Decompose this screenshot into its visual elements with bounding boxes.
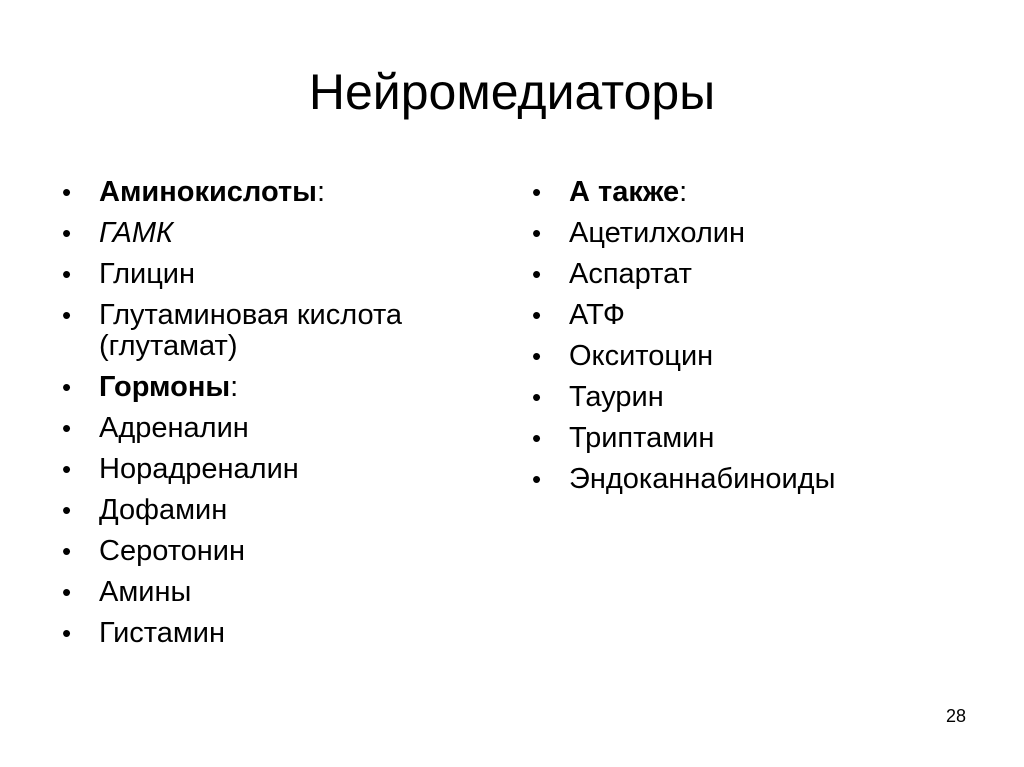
bullet-item: [62, 618, 502, 649]
bullet-dot-icon: •: [62, 300, 72, 330]
bullet-label: Аминокислоты: [99, 176, 317, 208]
bullet-item: [62, 536, 502, 567]
bullet-label: А также: [569, 176, 680, 208]
bullet-dot-icon: •: [532, 177, 542, 207]
bullet-label: Глицин: [99, 258, 196, 290]
bullet-item: [62, 577, 502, 608]
bullet-dot-icon: •: [62, 413, 72, 443]
bullet-label: Гормоны: [99, 371, 231, 403]
bullet-dot-icon: •: [532, 464, 542, 494]
bullet-item: [532, 341, 972, 372]
bullet-item: [532, 218, 972, 249]
bullet-label: Амины: [99, 576, 192, 608]
bullet-label: Серотонин: [99, 535, 246, 567]
bullet-label: Таурин: [569, 381, 664, 413]
bullet-item: [62, 218, 502, 249]
bullet-item: [62, 454, 502, 485]
bullet-dot-icon: •: [532, 423, 542, 453]
bullet-dot-icon: •: [62, 495, 72, 525]
bullet-suffix: :: [230, 371, 239, 403]
bullet-item: [62, 495, 502, 526]
bullet-dot-icon: •: [62, 618, 72, 648]
bullet-label: Аспартат: [569, 258, 692, 290]
bullet-label: Адреналин: [99, 412, 249, 444]
bullet-dot-icon: •: [532, 341, 542, 371]
right-bullet-list: [532, 177, 972, 505]
bullet-dot-icon: •: [62, 177, 72, 207]
bullet-item: [532, 177, 972, 208]
bullet-item: [532, 464, 972, 495]
bullet-dot-icon: •: [62, 577, 72, 607]
bullet-dot-icon: •: [62, 454, 72, 484]
bullet-label: АТФ: [569, 299, 625, 331]
bullet-item: [532, 382, 972, 413]
bullet-dot-icon: •: [62, 259, 72, 289]
bullet-suffix: :: [316, 176, 325, 208]
bullet-item: [62, 413, 502, 444]
bullet-label: Дофамин: [99, 494, 228, 526]
bullet-label: Глутаминовая кислота (глутамат): [99, 299, 403, 362]
bullet-item: [532, 259, 972, 290]
bullet-dot-icon: •: [62, 372, 72, 402]
bullet-item: [532, 423, 972, 454]
bullet-dot-icon: •: [532, 300, 542, 330]
bullet-dot-icon: •: [62, 536, 72, 566]
bullet-label: Триптамин: [569, 422, 715, 454]
bullet-dot-icon: •: [532, 259, 542, 289]
bullet-label: ГАМК: [99, 217, 174, 249]
bullet-dot-icon: •: [532, 382, 542, 412]
bullet-dot-icon: •: [532, 218, 542, 248]
bullet-item: [62, 300, 502, 362]
bullet-item: [62, 259, 502, 290]
bullet-suffix: :: [679, 176, 688, 208]
left-bullet-list: [62, 177, 502, 659]
slide-title: Нейромедиаторы: [308, 64, 716, 120]
bullet-item: [532, 300, 972, 331]
bullet-item: [62, 177, 502, 208]
bullet-label: Эндоканнабиноиды: [569, 463, 836, 495]
bullet-label: Ацетилхолин: [569, 217, 745, 249]
bullet-label: Окситоцин: [569, 340, 714, 372]
bullet-label: Норадреналин: [99, 453, 299, 485]
bullet-dot-icon: •: [62, 218, 72, 248]
bullet-item: [62, 372, 502, 403]
page-number: 28: [945, 706, 966, 726]
bullet-label: Гистамин: [99, 617, 226, 649]
